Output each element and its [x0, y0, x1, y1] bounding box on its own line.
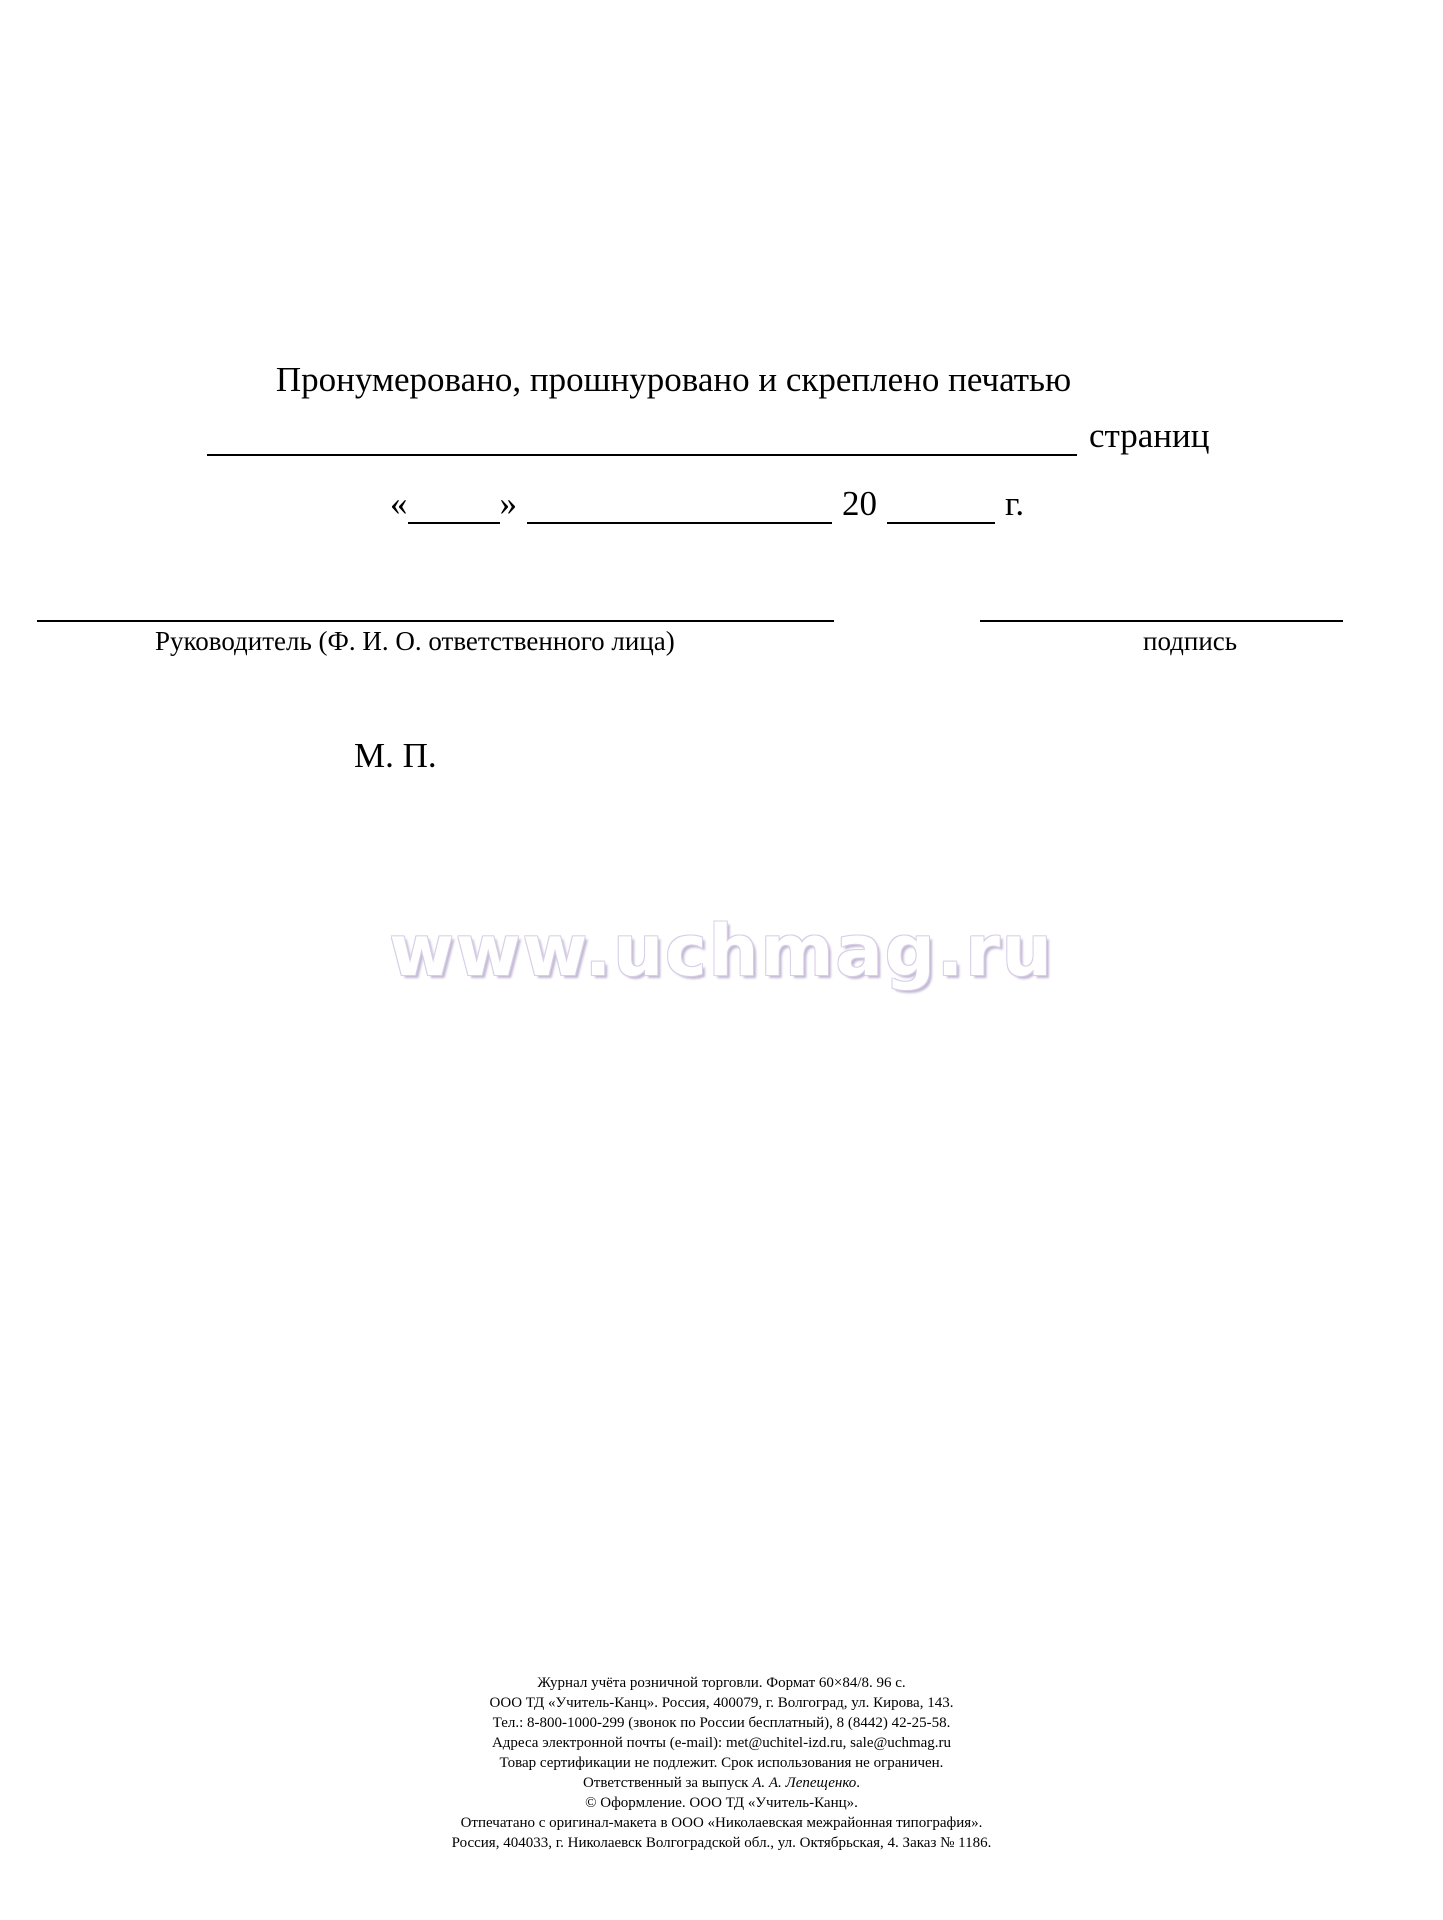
imprint-line: Журнал учёта розничной торговли. Формат 60×84/8. 96 с.: [537, 1675, 906, 1691]
imprint-line-responsible: [0, 1773, 1443, 1793]
imprint-block: [0, 1673, 1443, 1853]
responsible-prefix: Ответственный за выпуск: [582, 1775, 753, 1791]
pages-word: страниц: [1089, 416, 1210, 455]
manager-name-label: Руководитель (Ф. И. О. ответственного лица): [155, 626, 675, 656]
date-row: [390, 478, 1024, 524]
numbered-statement-text: Пронумеровано, прошнуровано и скреплено печатью: [275, 360, 1072, 399]
pages-count-row: [207, 410, 1209, 456]
imprint-line: Тел.: 8-800-1000-299 (звонок по России бесплатный), 8 (8442) 42-25-58.: [492, 1715, 951, 1731]
manager-name-line[interactable]: [37, 620, 834, 622]
month-blank[interactable]: [527, 486, 832, 524]
responsible-name: А. А. Лепещенко: [752, 1775, 857, 1791]
year-suffix: г.: [1005, 484, 1025, 523]
imprint-line: Россия, 404033, г. Николаевск Волгоградской обл., ул. Октябрьская, 4. Заказ № 1186.: [451, 1835, 992, 1851]
stamp-place-label: М. П.: [354, 736, 437, 775]
responsible-suffix: .: [856, 1775, 861, 1791]
site-watermark: www.uchmag.ru: [389, 910, 1054, 992]
open-quote: «: [390, 484, 408, 523]
imprint-line: Адреса электронной почты (e-mail): met@uchitel-izd.ru, sale@uchmag.ru: [491, 1735, 952, 1751]
imprint-line: Товар сертификации не подлежит. Срок использования не ограничен.: [499, 1755, 944, 1771]
year-blank[interactable]: [887, 486, 995, 524]
day-blank[interactable]: [408, 486, 500, 524]
close-quote: »: [499, 484, 517, 523]
imprint-line: © Оформление. ООО ТД «Учитель-Канц».: [585, 1795, 858, 1811]
signature-label: подпись: [1143, 626, 1238, 656]
numbered-statement: [0, 358, 1443, 402]
year-prefix: 20: [842, 484, 877, 523]
imprint-line: Отпечатано с оригинал-макета в ООО «Николаевская межрайонная типография».: [460, 1815, 983, 1831]
signature-line[interactable]: [980, 620, 1343, 622]
imprint-line: ООО ТД «Учитель-Канц». Россия, 400079, г. Волгоград, ул. Кирова, 143.: [489, 1695, 954, 1711]
pages-count-blank[interactable]: [207, 416, 1077, 456]
